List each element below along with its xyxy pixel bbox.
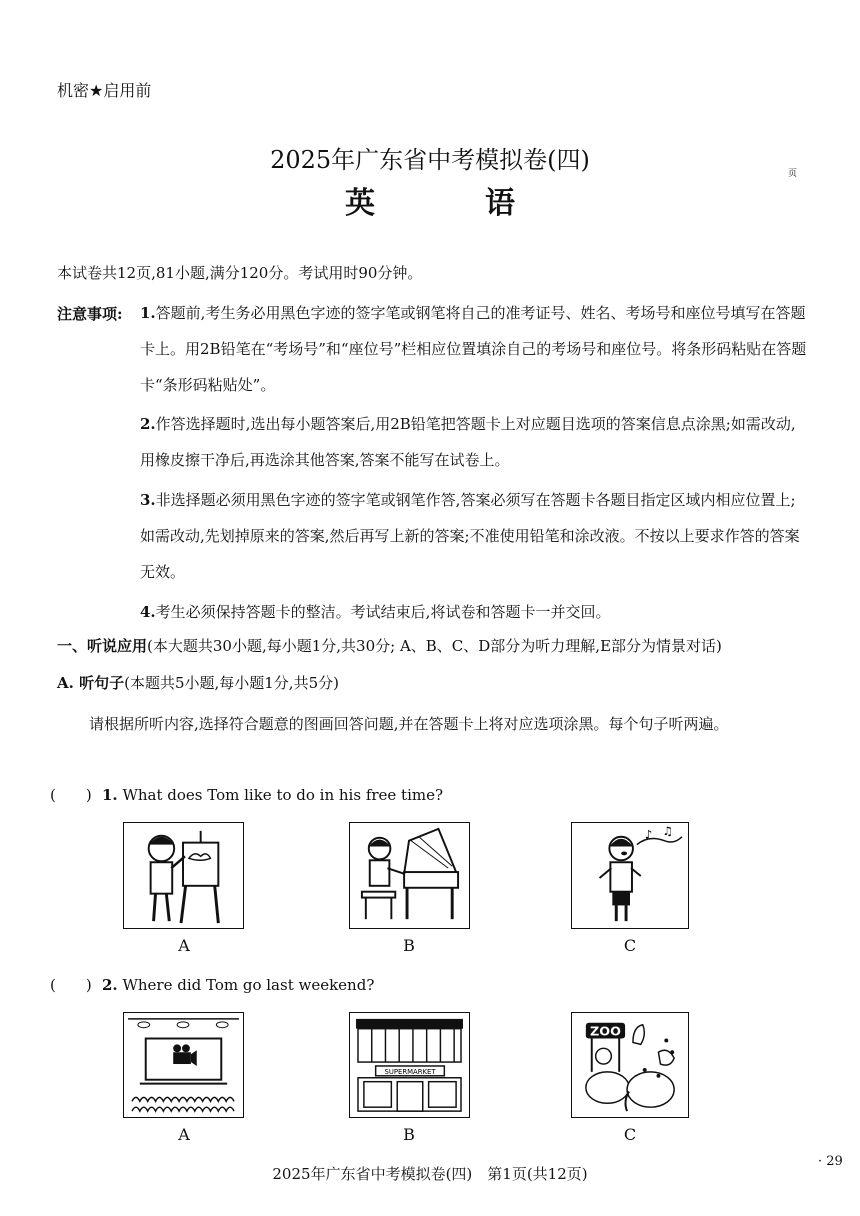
note-number: 3. bbox=[140, 491, 156, 509]
option-picture-singing bbox=[571, 822, 689, 929]
exam-title: 2025年广东省中考模拟卷(四) bbox=[270, 146, 590, 174]
note-item bbox=[140, 406, 810, 478]
note-item bbox=[140, 295, 810, 403]
svg-text:♪: ♪ bbox=[644, 827, 653, 842]
option-picture-zoo bbox=[571, 1012, 689, 1118]
answer-blank[interactable]: ( ) bbox=[50, 786, 92, 804]
note-item bbox=[140, 594, 810, 630]
page-footer: 2025年广东省中考模拟卷(四) 第1页(共12页) bbox=[272, 1165, 588, 1183]
option-label: C bbox=[623, 1125, 637, 1144]
boy-playing-piano-icon bbox=[350, 823, 469, 928]
part-desc: (本题共5小题,每小题1分,共5分) bbox=[124, 674, 339, 692]
page-corner-number: · 29 bbox=[818, 1154, 843, 1169]
option-picture-painting bbox=[123, 822, 244, 929]
boy-painting-icon bbox=[124, 823, 243, 928]
option-picture-cinema bbox=[123, 1012, 244, 1118]
note-text: 作答选择题时,选出每小题答案后,用2B铅笔把答题卡上对应题目选项的答案信息点涂黑;如需改动,用橡皮擦干净后,再选涂其他答案,答案不能写在试卷上。 bbox=[140, 415, 796, 469]
cinema-icon bbox=[124, 1013, 243, 1117]
option-label: B bbox=[403, 936, 415, 955]
part-instruction: 请根据所听内容,选择符合题意的图画回答问题,并在答题卡上将对应选项涂黑。每个句子听两遍。 bbox=[89, 715, 729, 733]
zoo-sign: ZOO bbox=[590, 1024, 621, 1040]
question-text: What does Tom like to do in his free time? bbox=[122, 786, 444, 804]
note-number: 1. bbox=[140, 304, 156, 322]
note-text: 答题前,考生务必用黑色字迹的签字笔或钢笔将自己的准考证号、姓名、考场号和座位号填写在答题卡上。用2B铅笔在“考场号”和“座位号”栏相应位置填涂自己的考场号和座位号。将条形码粘贴在答题卡“条形码粘贴处”。 bbox=[140, 304, 807, 394]
note-item bbox=[140, 482, 810, 590]
question-text: Where did Tom go last weekend? bbox=[122, 976, 375, 994]
option-label: A bbox=[178, 1125, 190, 1144]
note-text: 非选择题必须用黑色字迹的签字笔或钢笔作答,答案必须写在答题卡各题目指定区域内相应位置上;如需改动,先划掉原来的答案,然后再写上新的答案;不准使用铅笔和涂改液。不按以上要求作答的答案无效。 bbox=[140, 491, 800, 581]
option-picture-piano bbox=[349, 822, 470, 929]
section-desc: (本大题共30小题,每小题1分,共30分; A、B、C、D部分为听力理解,E部分为情景对话) bbox=[147, 637, 722, 655]
note-number: 4. bbox=[140, 603, 156, 621]
exam-intro: 本试卷共12页,81小题,满分120分。考试用时90分钟。 bbox=[57, 264, 423, 282]
part-heading bbox=[57, 672, 339, 693]
answer-blank[interactable]: ( ) bbox=[50, 976, 92, 994]
supermarket-sign: SUPERMARKET bbox=[384, 1067, 436, 1076]
subject-title: 英 语 bbox=[345, 186, 555, 221]
question-2 bbox=[50, 974, 374, 995]
confidential-mark: 机密★启用前 bbox=[57, 81, 152, 100]
zoo-icon bbox=[572, 1013, 688, 1117]
supermarket-icon bbox=[350, 1013, 469, 1117]
note-text: 考生必须保持答题卡的整洁。考试结束后,将试卷和答题卡一并交回。 bbox=[155, 603, 611, 621]
notes-label: 注意事项: bbox=[57, 305, 123, 323]
question-1 bbox=[50, 784, 443, 805]
option-label: C bbox=[623, 936, 637, 955]
note-number: 2. bbox=[140, 415, 156, 433]
option-label: B bbox=[403, 1125, 415, 1144]
option-picture-supermarket bbox=[349, 1012, 470, 1118]
option-label: A bbox=[178, 936, 190, 955]
svg-text:♫: ♫ bbox=[662, 823, 673, 838]
part-title: A. 听句子 bbox=[57, 674, 125, 692]
section-title: 一、听说应用 bbox=[57, 637, 148, 655]
section-heading bbox=[57, 635, 847, 656]
boy-singing-icon bbox=[572, 823, 688, 928]
question-number: 1. bbox=[102, 786, 118, 804]
corner-mark: 页 bbox=[788, 169, 798, 179]
question-number: 2. bbox=[102, 976, 118, 994]
